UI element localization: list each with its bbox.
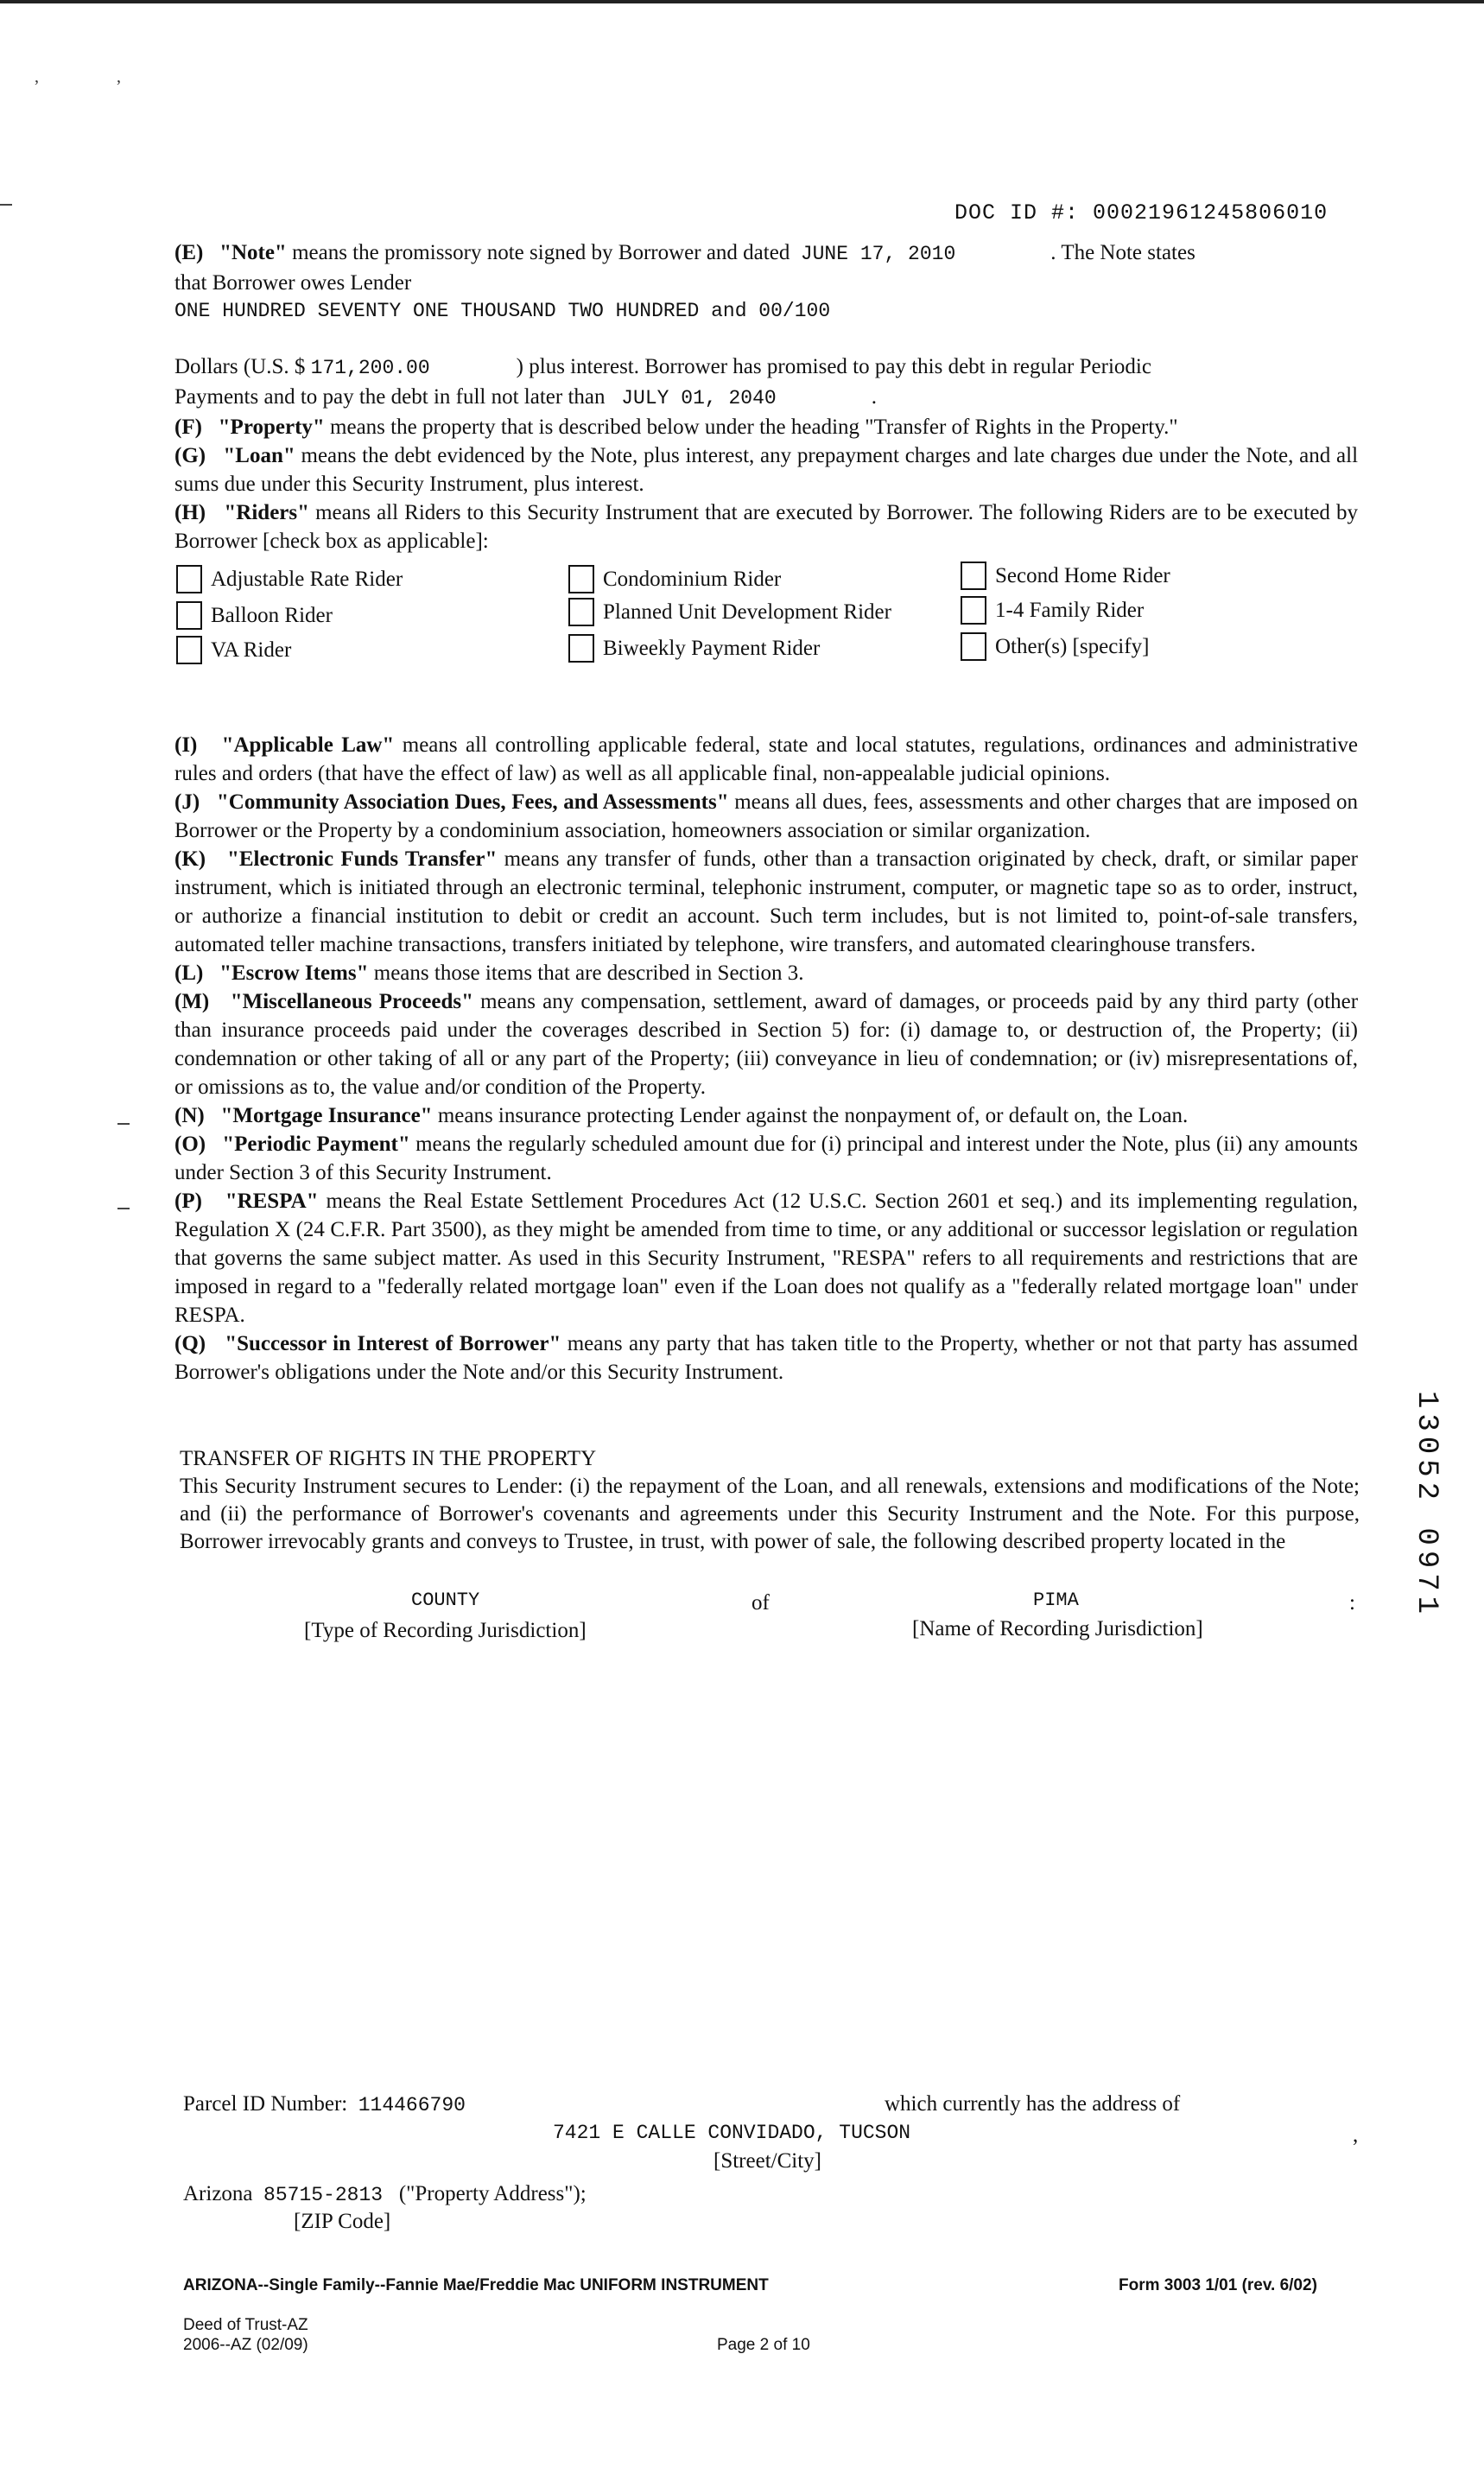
footer-form: Form 3003 1/01 (rev. 6/02)	[1119, 2276, 1317, 2294]
rider-checkbox[interactable]	[961, 596, 986, 625]
parcel-line	[183, 2092, 466, 2116]
jurisdiction-type-label: [Type of Recording Jurisdiction]	[304, 1619, 587, 1642]
defined-term: "Successor in Interest of Borrower"	[225, 1332, 561, 1355]
defined-term: "Loan"	[223, 444, 295, 467]
transfer-heading: TRANSFER OF RIGHTS IN THE PROPERTY	[180, 1447, 597, 1470]
rider-checkbox[interactable]	[568, 565, 594, 593]
rider-option[interactable]	[568, 598, 891, 626]
note-text: .	[871, 385, 877, 409]
doc-id	[954, 200, 1328, 225]
definition-text: means all controlling applicable federal, state and local statutes, regulations, ordinances and administrative rules and orders (that have the effect of law) as well as all applicable final, non-appealable judicial opinions.	[174, 733, 1359, 785]
note-text: ) plus interest. Borrower has promised to pay this debt in regular Periodic	[516, 355, 1151, 378]
note-text: Payments and to pay the debt in full not later than	[174, 385, 606, 409]
definition-text: means any party that has taken title to the Property, whether or not that party has assumed Borrower's obligations under the Note and/or this Security Instrument.	[174, 1332, 1359, 1384]
footer-doc-info	[183, 2315, 308, 2355]
note-line2	[174, 269, 1358, 297]
jurisdiction-colon: :	[1349, 1591, 1355, 1615]
footer-line: 2006--AZ (02/09)	[183, 2336, 308, 2354]
note-dollars-line	[174, 352, 1358, 383]
defined-term: "Electronic Funds Transfer"	[226, 847, 498, 871]
rider-option[interactable]	[961, 632, 1149, 661]
section-letter: (F)	[174, 416, 202, 439]
definition-electronic-funds	[174, 845, 1358, 959]
zip-label: [ZIP Code]	[294, 2210, 391, 2233]
note-text: that Borrower owes Lender	[174, 271, 412, 295]
state-zip-line	[183, 2182, 587, 2206]
jurisdiction-name: PIMA	[1033, 1589, 1079, 1611]
rider-checkbox[interactable]	[961, 562, 986, 590]
parcel-number: 114466790	[358, 2094, 466, 2116]
rider-option[interactable]	[176, 565, 403, 593]
definition-text: means insurance protecting Lender against the nonpayment of, or default on, the Loan.	[437, 1104, 1189, 1127]
property-definition	[174, 413, 1358, 441]
street-label: [Street/City]	[713, 2149, 821, 2173]
top-border	[0, 0, 1484, 3]
street: 7421 E CALLE CONVIDADO,	[553, 2122, 828, 2144]
definition-escrow-items	[174, 959, 1358, 987]
scan-mark	[0, 204, 12, 206]
scan-mark	[117, 1208, 130, 1209]
rider-label: Adjustable Rate Rider	[211, 567, 403, 591]
parcel-label: Parcel ID Number:	[183, 2092, 348, 2116]
definition-text: means all dues, fees, assessments and other charges that are imposed on Borrower or the Property by a condominium association, homeowners association or similar organization.	[174, 790, 1358, 842]
section-letter: (L)	[174, 961, 204, 985]
note-maturity-date: JULY 01, 2040	[621, 387, 777, 409]
defined-term: "Periodic Payment"	[222, 1133, 410, 1156]
jurisdiction-type: COUNTY	[411, 1589, 480, 1611]
note-definition	[174, 238, 1358, 269]
definition-text: means the debt evidenced by the Note, plus interest, any prepayment charges and late charges due under the Note, and all sums due under this Security Instrument, plus interest.	[174, 444, 1359, 496]
rider-label: Condominium Rider	[603, 567, 782, 591]
footer-instrument: ARIZONA--Single Family--Fannie Mae/Freddie Mac UNIFORM INSTRUMENT	[183, 2276, 769, 2294]
parcel-address-text: which currently has the address of	[885, 2092, 1181, 2116]
city: TUCSON	[839, 2122, 911, 2144]
doc-id-label: DOC ID #:	[954, 200, 1080, 225]
defined-term: "RESPA"	[225, 1190, 319, 1213]
section-letter: (N)	[174, 1104, 205, 1127]
definition-successor	[174, 1329, 1358, 1386]
definition-text: means any transfer of funds, other than a transaction originated by check, draft, or similar paper instrument, which is initiated through an electronic terminal, telephonic instrument, computer, or magnetic tape so as to order, instruct, or authorize a financial institution to debit or credit an account. Such term includes, but is not limited to, point-of-sale transfers, automated teller machine transactions, transfers initiated by telephone, wire transfers, and automated clearinghouse transfers.	[174, 847, 1359, 956]
rider-label: 1-4 Family Rider	[995, 598, 1145, 622]
defined-term: "Note"	[219, 241, 287, 264]
rider-checkbox[interactable]	[176, 601, 202, 630]
rider-option[interactable]	[961, 596, 1144, 625]
definition-periodic-payment	[174, 1130, 1358, 1187]
rider-label: Other(s) [specify]	[995, 634, 1150, 658]
defined-term: "Riders"	[224, 501, 309, 524]
rider-label: Planned Unit Development Rider	[603, 600, 891, 624]
state: Arizona	[183, 2182, 253, 2205]
definition-mortgage-insurance	[174, 1101, 1358, 1130]
transfer-section	[180, 1445, 1360, 1556]
rider-checkbox[interactable]	[961, 632, 986, 661]
transfer-text: This Security Instrument secures to Lender: (i) the repayment of the Loan, and all renewals, extensions and modifications of the Note; and (ii) the performance of Borrower's covenants and agreements under this Security Instrument and the Note. For this purpose, Borrower irrevocably grants and conveys to Trustee, in trust, with power of sale, the following described property located in the	[180, 1475, 1360, 1553]
rider-option[interactable]	[568, 634, 820, 663]
rider-label: Second Home Rider	[995, 563, 1170, 587]
doc-id-value: 00021961245806010	[1093, 200, 1329, 225]
note-text: . The Note states	[1050, 241, 1195, 264]
rider-option[interactable]	[961, 562, 1170, 590]
definition-text: means any compensation, settlement, award of damages, or proceeds paid by any third party (other than insurance proceeds paid under the coverages described in Section 5) for: (i) damage to, or destruction of, the Property; (ii) condemnation or other taking of all or any part of the Property; (iii) conveyance in lieu of condemnation; or (iv) misrepresentations of, or omissions as to, the value and/or condition of the Property.	[174, 990, 1359, 1099]
note-amount: 171,200.00	[310, 357, 430, 379]
note-date: JUNE 17, 2010	[800, 243, 956, 265]
definition-community-association	[174, 788, 1358, 845]
section-letter: (G)	[174, 444, 206, 467]
side-stamp	[1410, 1391, 1448, 1624]
section-letter: (Q)	[174, 1332, 206, 1355]
side-stamp-text: 13052 0971	[1410, 1391, 1443, 1620]
definition-text: means the Real Estate Settlement Procedures Act (12 U.S.C. Section 2601 et seq.) and its implementing regulation, Regulation X (24 C.F.R. Part 3500), as they might be amended from time to time, or any additional or successor legislation or regulation that governs the same subject matter. As used in this Security Instrument, "RESPA" refers to all requirements and restrictions that are imposed in regard to a "federally related mortgage loan" even if the Loan does not qualify as a "federally related mortgage loan" under RESPA.	[174, 1190, 1359, 1327]
rider-label: VA Rider	[211, 638, 292, 662]
footer-line: Deed of Trust-AZ	[183, 2316, 308, 2334]
section-letter: (M)	[174, 990, 210, 1013]
rider-label: Balloon Rider	[211, 603, 333, 627]
jurisdiction-of: of	[752, 1591, 770, 1615]
section-letter: (E)	[174, 241, 204, 264]
rider-checkbox[interactable]	[568, 598, 594, 626]
note-text: means the promissory note signed by Borrower and dated	[292, 241, 790, 264]
defined-term: "Miscellaneous Proceeds"	[230, 990, 473, 1013]
definitions-lower	[174, 731, 1358, 1386]
scan-mark	[117, 1123, 130, 1125]
defined-term: "Mortgage Insurance"	[220, 1104, 433, 1127]
rider-option[interactable]	[176, 601, 333, 630]
rider-checkbox[interactable]	[176, 636, 202, 664]
note-amount-words-line	[174, 295, 1358, 326]
defined-term: "Property"	[218, 416, 325, 439]
note-text: Dollars (U.S. $	[174, 355, 306, 378]
property-address-label: ("Property Address");	[398, 2182, 587, 2205]
section-letter: (J)	[174, 790, 200, 814]
note-maturity-line	[174, 383, 1358, 413]
definition-respa	[174, 1187, 1358, 1329]
jurisdiction-name-label: [Name of Recording Jurisdiction]	[912, 1617, 1203, 1640]
definition-text: means the regularly scheduled amount due for (i) principal and interest under the Note, plus (ii) any amounts under Section 3 of this Security Instrument.	[174, 1133, 1359, 1184]
loan-definition	[174, 441, 1358, 498]
definition-text: means the property that is described below under the heading "Transfer of Rights in the Property."	[330, 416, 1178, 439]
definition-text: means those items that are described in Section 3.	[373, 961, 804, 985]
section-letter: (H)	[174, 501, 206, 524]
defined-term: "Escrow Items"	[219, 961, 369, 985]
section-letter: (P)	[174, 1190, 202, 1213]
page-number: Page 2 of 10	[717, 2336, 810, 2354]
rider-option[interactable]	[568, 565, 781, 593]
definitions-upper	[174, 238, 1358, 555]
defined-term: "Applicable Law"	[221, 733, 395, 757]
rider-checkbox[interactable]	[568, 634, 594, 663]
section-letter: (I)	[174, 733, 198, 757]
rider-checkbox[interactable]	[176, 565, 202, 593]
zip-code: 85715-2813	[263, 2184, 384, 2206]
defined-term: "Community Association Dues, Fees, and Assessments"	[216, 790, 729, 814]
riders-definition	[174, 498, 1358, 555]
street-address	[553, 2122, 910, 2144]
definition-misc-proceeds	[174, 987, 1358, 1101]
street-comma: ,	[1353, 2123, 1359, 2147]
rider-label: Biweekly Payment Rider	[603, 636, 821, 660]
section-letter: (O)	[174, 1133, 206, 1156]
definition-text: means all Riders to this Security Instrument that are executed by Borrower. The following Riders are to be executed by Borrower [check box as applicable]:	[174, 501, 1359, 553]
note-amount-words: ONE HUNDRED SEVENTY ONE THOUSAND TWO HUNDRED and 00/100	[174, 300, 831, 322]
section-letter: (K)	[174, 847, 206, 871]
rider-option[interactable]	[176, 636, 291, 664]
definition-applicable-law	[174, 731, 1358, 788]
